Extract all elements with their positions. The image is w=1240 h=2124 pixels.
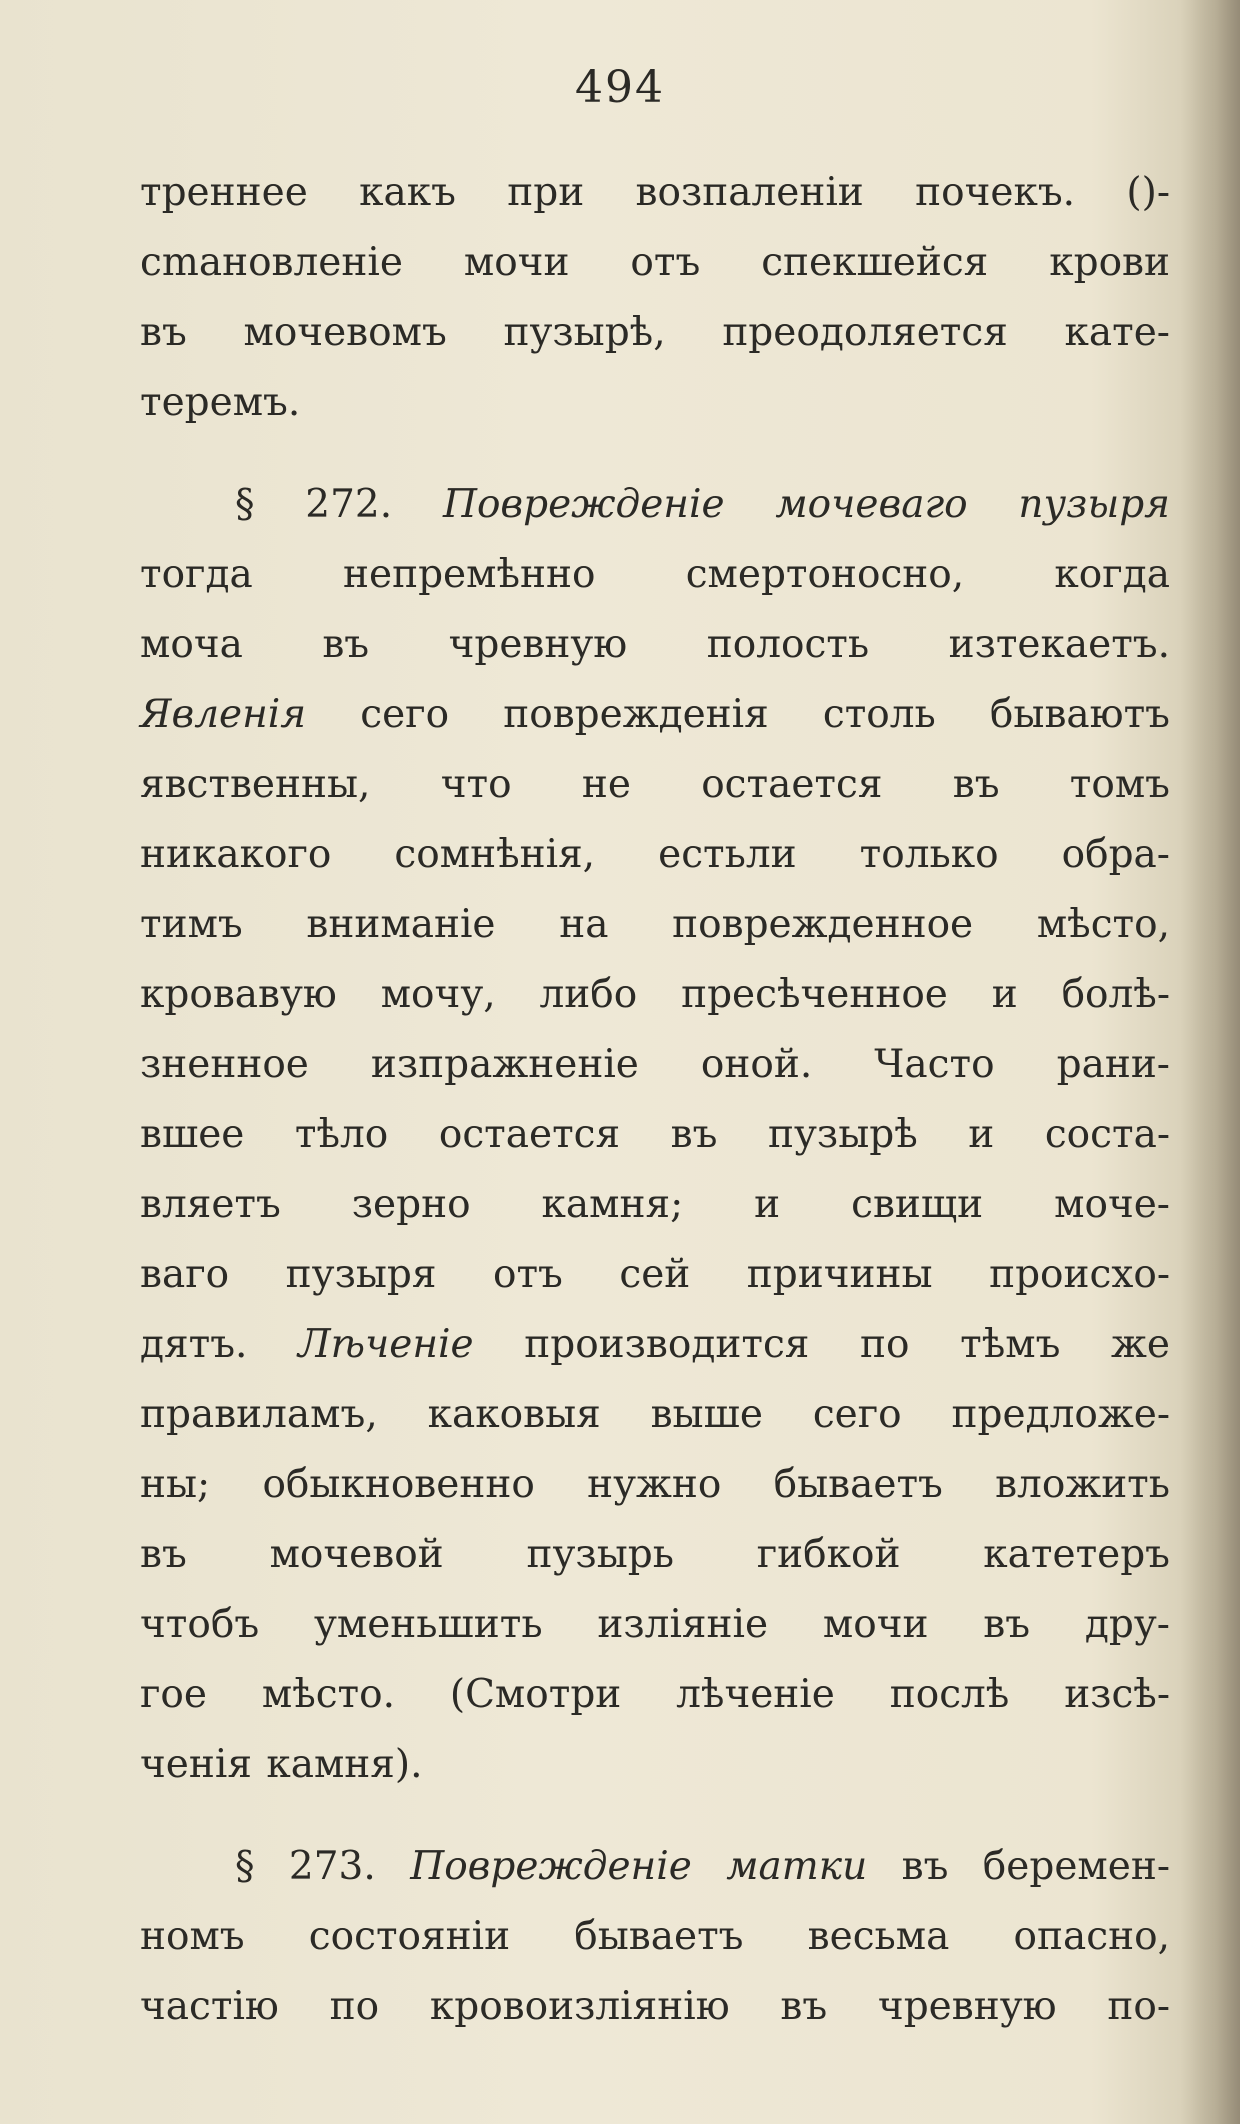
text-line: въ мочевой пузырь гибкой катетеръ	[140, 1532, 1170, 1577]
text-line: вшее тѣло остается въ пузырѣ и соста-	[140, 1112, 1170, 1157]
text-line: моча въ чревную полость изтекаетъ.	[140, 622, 1170, 667]
text-line: ченія камня).	[140, 1742, 423, 1787]
paragraph-gap	[140, 1800, 1170, 1832]
text-line: тогда непремѣнно смертоносно, когда	[140, 552, 1170, 597]
text-line: зненное изпражненіе оной. Часто рани-	[140, 1042, 1170, 1087]
text-line: треннее какъ при возпаленіи почекъ. ()-	[140, 170, 1170, 215]
text-line: сmановленіе мочи отъ спекшейся крови	[140, 240, 1170, 285]
text-line: частію по кровоизліянію въ чревную по-	[140, 1984, 1170, 2029]
text-line: ны; обыкновенно нужно бываетъ вложить	[140, 1462, 1170, 1507]
text-line: вляетъ зерно камня; и свищи моче-	[140, 1182, 1170, 1227]
text-line: явственны, что не остается въ томъ	[140, 762, 1170, 807]
text-line: никакого сомнѣнія, естьли только обра-	[140, 832, 1170, 877]
text-line: теремъ.	[140, 380, 301, 425]
text-line: тимъ вниманіе на поврежденное мѣсто,	[140, 902, 1170, 947]
body-text	[140, 158, 1170, 2042]
section-heading-273: § 273. Поврежденіе матки въ беремен-	[235, 1844, 1171, 1889]
text-line: чтобъ уменьшить изліяніе мочи въ дру-	[140, 1602, 1170, 1647]
text-line: дятъ. Лѣченіе производится по тѣмъ же	[140, 1322, 1170, 1367]
page-spine-shadow	[1180, 0, 1240, 2124]
text-line: Явленія сего поврежденія столь бываютъ	[140, 692, 1170, 737]
text-line: въ мочевомъ пузырѣ, преодоляется кате-	[140, 310, 1170, 355]
text-line: кровавую мочу, либо пресѣченное и болѣ-	[140, 972, 1170, 1017]
paragraph-gap	[140, 438, 1170, 470]
section-heading-272: § 272. Поврежденіе мочеваго пузыря	[235, 482, 1170, 527]
text-line: ваго пузыря отъ сей причины происхо-	[140, 1252, 1170, 1297]
text-line: правиламъ, каковыя выше сего предложе-	[140, 1392, 1170, 1437]
text-line: гое мѣсто. (Смотри лѣченіе послѣ изсѣ-	[140, 1672, 1170, 1717]
page-number: 494	[575, 62, 665, 113]
text-line: номъ состояніи бываетъ весьма опасно,	[140, 1914, 1170, 1959]
